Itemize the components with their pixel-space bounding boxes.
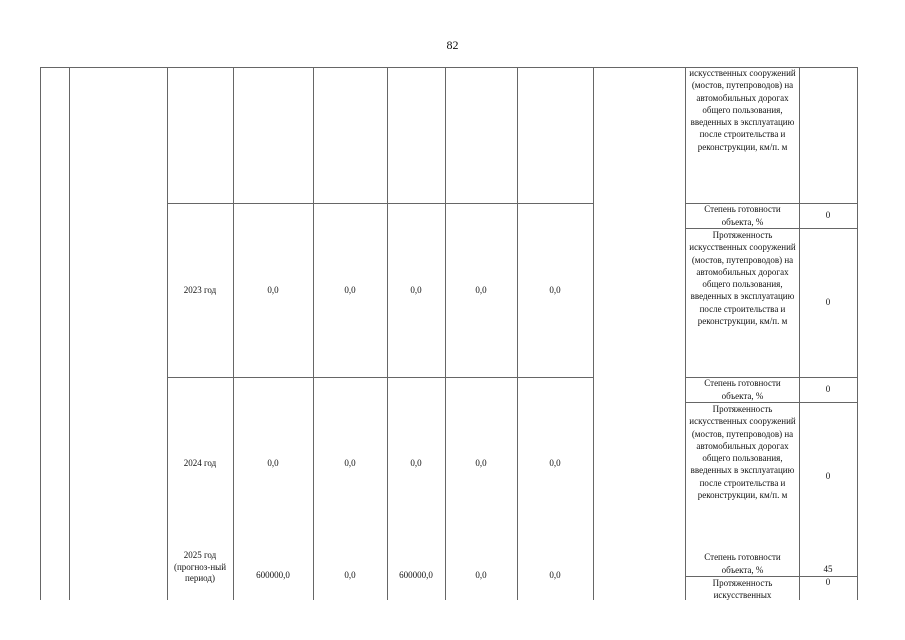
indicator-name: искусственных сооружений (мостов, путепроводов) на автомобильных дорогах общего пользования, введенных в эксплуатацию после строительства и реконструкции, км/п. м: [689, 68, 796, 152]
indicator-name: Степень готовности объекта, %: [704, 204, 781, 227]
indicator-value: 0: [825, 577, 831, 587]
value-cell: 600000,0: [399, 570, 433, 581]
year-cell: 2025 год (прогноз-ный период): [173, 550, 227, 583]
value-cell: 0,0: [549, 458, 561, 469]
indicator-name: Протяженность искусственных: [712, 578, 773, 600]
indicator-value: 0: [825, 209, 831, 220]
indicator-value: 0: [825, 383, 831, 394]
value-cell: 0,0: [549, 570, 561, 581]
indicator-name: Протяженность искусственных сооружений (мостов, путепроводов) на автомобильных дорогах общего пользования, введенных в эксплуатацию после строительства и реконструкции, км/п. м: [689, 230, 796, 327]
value-cell: 0,0: [410, 284, 422, 295]
page-number: 82: [446, 38, 459, 52]
grid-line: [40, 67, 41, 600]
indicator-value: 45: [823, 563, 833, 574]
value-cell: 0,0: [344, 284, 356, 295]
grid-line: [857, 67, 858, 600]
value-cell: 0,0: [267, 284, 279, 295]
value-cell: 0,0: [549, 284, 561, 295]
grid-line: [69, 67, 70, 600]
value-cell: 0,0: [475, 458, 487, 469]
year-cell: 2023 год: [183, 284, 217, 295]
value-cell: 0,0: [410, 458, 422, 469]
indicator-name: Степень готовности объекта, %: [704, 378, 781, 401]
grid-line: [593, 67, 594, 600]
indicator-value: 0: [825, 471, 831, 482]
value-cell: 0,0: [267, 458, 279, 469]
indicator-name: Протяженность искусственных сооружений (мостов, путепроводов) на автомобильных дорогах общего пользования, введенных в эксплуатацию после строительства и реконструкции, км/п. м: [689, 404, 796, 501]
indicator-name: Степень готовности объекта, %: [704, 552, 781, 575]
value-cell: 0,0: [344, 570, 356, 581]
value-cell: 0,0: [475, 570, 487, 581]
value-cell: 600000,0: [256, 570, 290, 581]
value-cell: 0,0: [475, 284, 487, 295]
year-cell: 2024 год: [183, 458, 217, 469]
indicator-value: 0: [825, 297, 831, 308]
value-cell: 0,0: [344, 458, 356, 469]
